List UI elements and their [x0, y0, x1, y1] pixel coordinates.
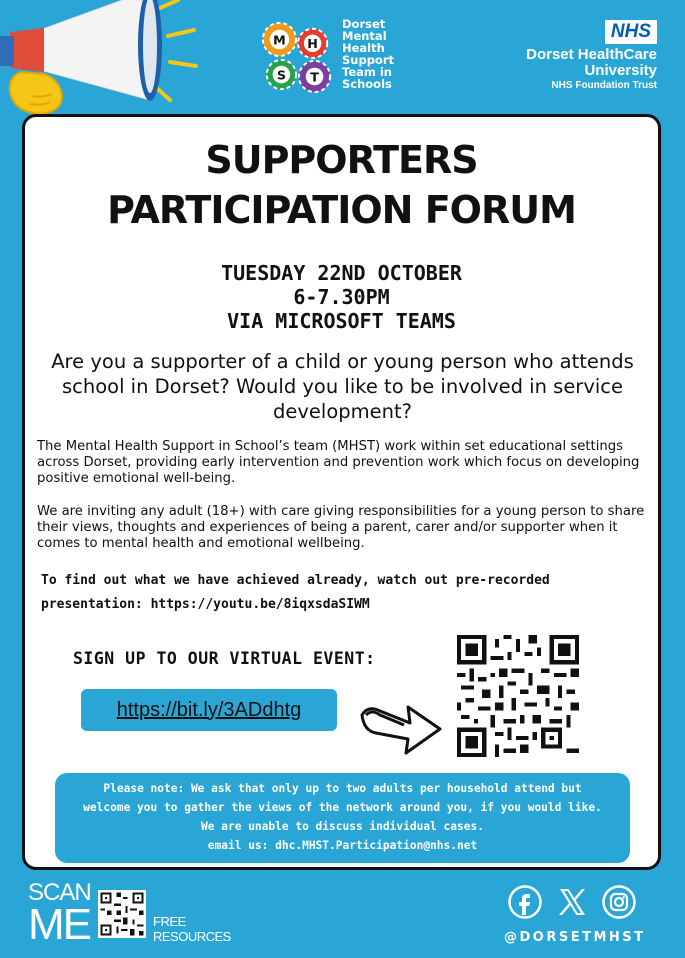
title-line-2: PARTICIPATION FORUM [107, 188, 576, 232]
qr-code-icon[interactable] [457, 635, 579, 757]
gears-logo-icon [258, 18, 336, 96]
gear-letter-m: M [273, 32, 286, 48]
scan-word: SCAN [28, 879, 91, 906]
social-handle[interactable]: @DORSETMHST [504, 930, 646, 945]
intro-question: Are you a supporter of a child or young person who attends school in Dorset? Would you like to be involved in service development? [51, 350, 634, 423]
nhs-logo [526, 20, 657, 92]
paragraph-about-mhst: The Mental Health Support in School’s team (MHST) work within set educational settings across Dorset, providing early intervention and prevention work which focus on developing positive emotional well-being. [37, 439, 640, 486]
mhst-line: Support [342, 53, 395, 67]
find-out-line-2[interactable]: presentation: https://youtu.be/8iqxsdaSIWM [41, 597, 370, 612]
signup-link[interactable]: https://bit.ly/3ADdhtg [116, 698, 302, 721]
paragraph-invitation: We are inviting any adult (18+) with care giving responsibilities for a young person to share their views, thoughts and experiences of being a parent, carer and/or supporter when it comes to mental health and emotional wellbeing. [37, 504, 645, 551]
event-platform: VIA MICROSOFT TEAMS [227, 309, 456, 333]
nhs-trust-name: Dorset HealthCare [526, 46, 657, 63]
nhs-badge: NHS [605, 20, 657, 44]
mhst-line: Mental [342, 29, 387, 43]
facebook-icon[interactable] [507, 884, 543, 920]
resources-word: RESOURCES [153, 929, 231, 944]
mhst-line: Dorset [342, 17, 386, 31]
find-out-line-1: To find out what we have achieved already, watch out pre-recorded [41, 573, 550, 588]
nhs-foundation-trust: NHS Foundation Trust [551, 80, 657, 91]
social-icons [507, 884, 637, 920]
find-out-more [41, 569, 651, 617]
note-text [55, 779, 630, 855]
event-time: 6-7.30PM [293, 285, 390, 309]
gear-letter-t: T [310, 69, 319, 85]
free-resources-label [153, 914, 231, 944]
note-line-2: welcome you to gather the views of the network around you, if you would like. [83, 801, 602, 814]
note-email[interactable]: email us: dhc.MHST.Participation@nhs.net [207, 839, 478, 852]
mhst-line: Team in [342, 65, 392, 79]
me-word: ME [28, 900, 90, 949]
gear-letter-s: S [276, 67, 286, 83]
megaphone-icon [0, 0, 200, 120]
gear-letter-h: H [307, 36, 318, 52]
title-line-1: SUPPORTERS [205, 138, 478, 182]
event-date: TUESDAY 22ND OCTOBER [221, 261, 462, 285]
signup-heading: SIGN UP TO OUR VIRTUAL EVENT: [73, 649, 376, 668]
nhs-trust-name-2: University [584, 62, 657, 79]
note-line-3: We are unable to discuss individual cases. [201, 820, 484, 833]
instagram-icon[interactable] [601, 884, 637, 920]
mhst-name [342, 18, 412, 90]
arrow-icon [358, 697, 443, 757]
x-icon[interactable] [554, 884, 590, 920]
mhst-logo [258, 18, 412, 96]
content-card [22, 114, 661, 870]
mhst-line: Health [342, 41, 385, 55]
scan-me-label [28, 879, 91, 949]
mhst-line: Schools [342, 77, 392, 91]
free-word: FREE [153, 914, 186, 929]
please-note-box [55, 773, 630, 863]
note-line-1: Please note: We ask that only up to two adults per household attend but [103, 782, 582, 795]
signup-link-pill[interactable] [81, 689, 337, 731]
free-resources-qr-icon[interactable] [98, 890, 146, 938]
